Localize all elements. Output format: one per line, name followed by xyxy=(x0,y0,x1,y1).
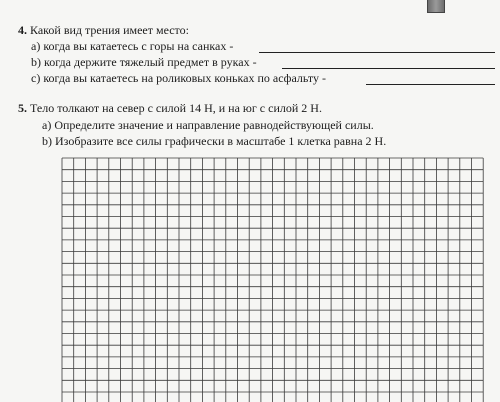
question-4-title: Какой вид трения имеет место: xyxy=(30,23,189,37)
question-5-item-a: a) Определите значение и направление равнодействующей силы. xyxy=(42,118,374,132)
question-4-item-a: a) когда вы катаетесь с горы на санках - xyxy=(31,39,234,53)
question-5-item-b: b) Изобразите все силы графически в масштабе 1 клетка равна 2 Н. xyxy=(42,134,387,148)
question-5-number: 5. xyxy=(18,101,27,115)
question-4-number: 4. xyxy=(18,23,27,37)
question-5-title: Тело толкают на север с силой 14 Н, и на юг с силой 2 Н. xyxy=(30,101,322,115)
question-4-item-c: c) когда вы катаетесь на роликовых коньках по асфальту - xyxy=(31,71,326,85)
question-4-item-b: b) когда держите тяжелый предмет в руках - xyxy=(31,55,257,69)
